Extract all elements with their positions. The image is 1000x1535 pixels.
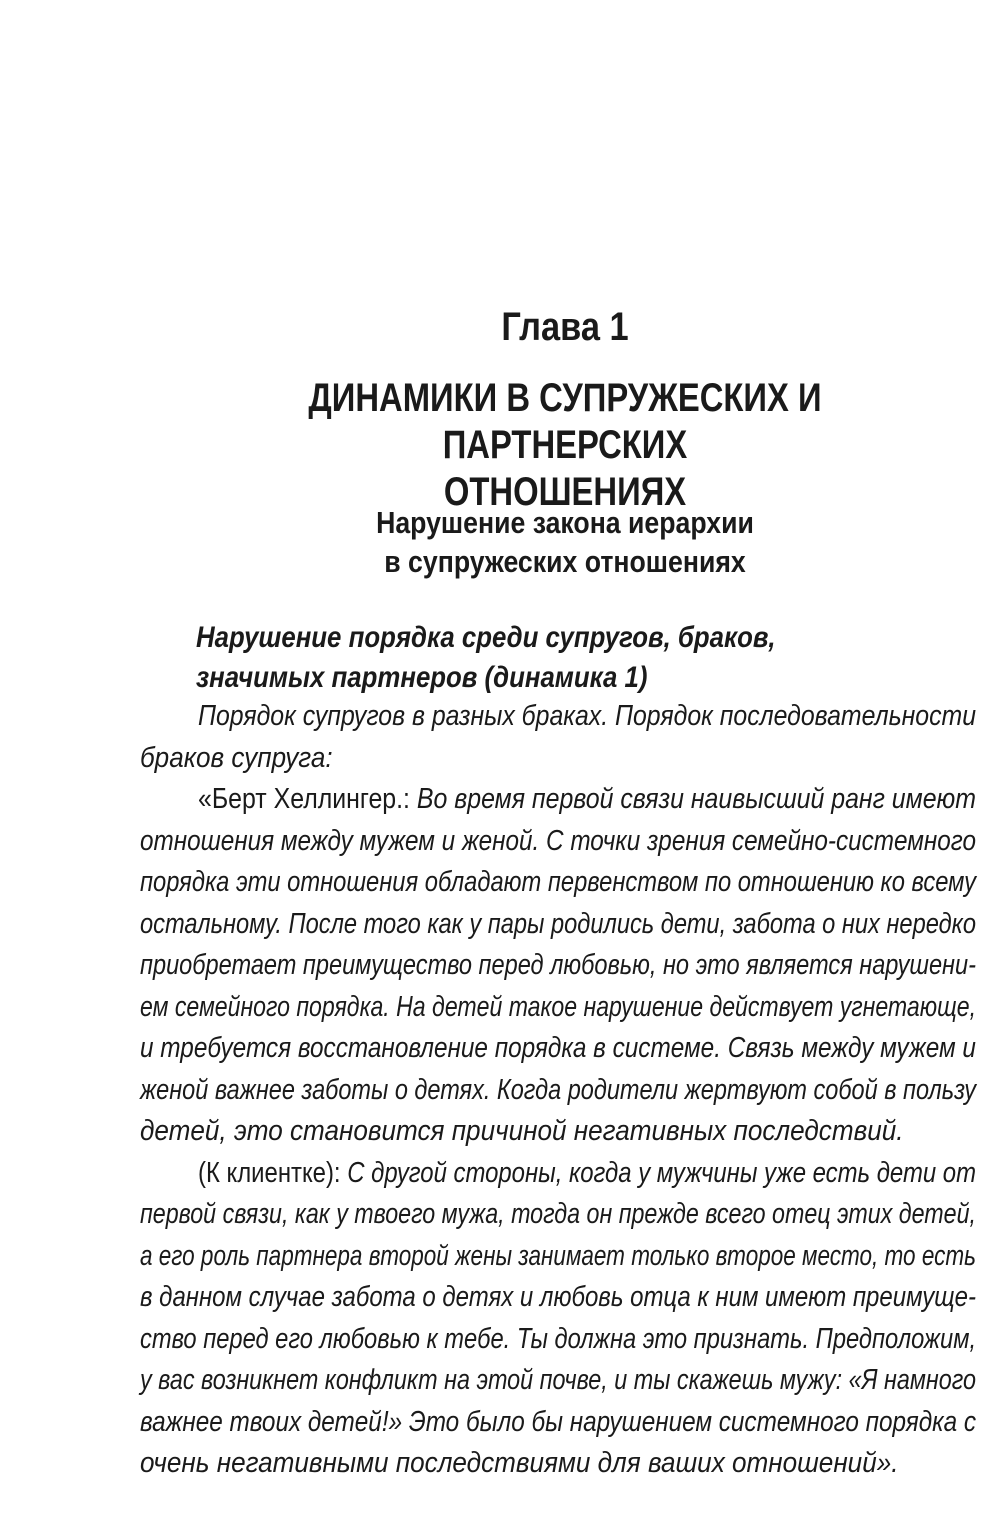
text-line-content [140,1443,898,1485]
text-line-content [140,1402,976,1444]
chapter-title [217,375,914,516]
text-line-content [140,1236,976,1278]
italic-text: С другой стороны, когда у мужчины уже есть дети от [347,1156,976,1189]
chapter-title-line: ДИНАМИКИ В СУПРУЖЕСКИХ И ПАРТНЕРСКИХ [308,376,822,467]
italic-text: браков супруга: [140,741,333,774]
text-line [140,1443,976,1485]
italic-text: ем семейного порядка. На детей такое нарушение действует угнетающе, [140,990,976,1023]
text-line [140,1236,976,1278]
text-line [140,1402,976,1444]
italic-text: у вас возникнет конфликт на этой почве, и ты скажешь мужу: «Я намного [140,1364,977,1396]
text-line [140,987,976,1029]
text-line [140,821,976,863]
chapter-title-line: ОТНОШЕНИЯХ [443,470,687,514]
roman-text: (К клиентке): [198,1156,348,1189]
text-line-content [140,821,976,863]
chapter-label: Глава 1 [501,305,629,349]
subsection-title-line: Нарушение порядка среди супругов, браков, [196,621,776,654]
text-line [140,1319,976,1361]
text-line-content [140,1194,976,1236]
text-line-content [140,1028,976,1070]
italic-text: остальному. После того как у пары родились дети, забота о них нередко [140,907,976,940]
roman-text: «Берт Хеллингер.: [198,783,417,815]
text-line [140,1153,976,1195]
text-line [140,779,976,821]
section-title [320,503,810,581]
italic-text: женой важнее заботы о детях. Когда родители жертвуют собой в пользу [140,1073,977,1106]
italic-text: Во время первой связи наивысший ранг имеют [416,783,976,815]
text-line-content [140,862,976,904]
italic-text: и требуется восстановление порядка в системе. Связь между мужем и [140,1032,976,1064]
text-line-content [140,945,976,987]
italic-text: а его роль партнера второй жены занимает только второе место, то есть [140,1239,976,1272]
text-line-content [140,1277,976,1319]
italic-text: важнее твоих детей!» Это было бы нарушением системного порядка с [140,1405,977,1438]
text-line-content [198,696,976,738]
text-line [140,1277,976,1319]
body-text [140,696,976,1485]
italic-text: первой связи, как у твоего мужа, тогда он прежде всего отец этих детей, [140,1198,976,1230]
text-line [140,1194,976,1236]
italic-text: порядка эти отношения обладают первенством по отношению ко всему [140,866,976,898]
text-line [140,696,976,738]
subsection-title-line: значимых партнеров (динамика 1) [196,661,648,694]
text-line [140,738,976,780]
text-line-content [140,1070,976,1112]
text-line [140,862,976,904]
text-line-content [140,987,976,1029]
text-line-content [198,1153,976,1195]
text-line-content [198,779,976,821]
italic-text: Порядок супругов в разных браках. Порядок последовательности [198,700,977,732]
subsection-title [196,618,850,698]
text-line [140,945,976,987]
text-line [140,1360,976,1402]
text-line-content [140,1319,976,1361]
section-title-line: в супружеских отношениях [384,544,746,579]
italic-text: приобретает преимущество перед любовью, но это является нарушени- [140,949,976,981]
italic-text: отношения между мужем и женой. С точки зрения семейно-системного [140,824,976,857]
text-line-content [140,738,333,780]
text-line [140,1111,976,1153]
text-line-content [140,1360,976,1402]
text-line [140,1028,976,1070]
italic-text: ство перед его любовью к тебе. Ты должна это признать. Предположим, [140,1322,977,1355]
italic-text: детей, это становится причиной негативных последствий. [140,1115,904,1147]
text-line [140,1070,976,1112]
italic-text: в данном случае забота о детях и любовь отца к ним имеют преимуще- [140,1281,976,1313]
section-title-line: Нарушение закона иерархии [376,505,754,540]
text-line-content [140,1111,903,1153]
text-line-content [140,904,976,946]
text-line [140,904,976,946]
italic-text: очень негативными последствиями для ваших отношений». [140,1447,899,1479]
